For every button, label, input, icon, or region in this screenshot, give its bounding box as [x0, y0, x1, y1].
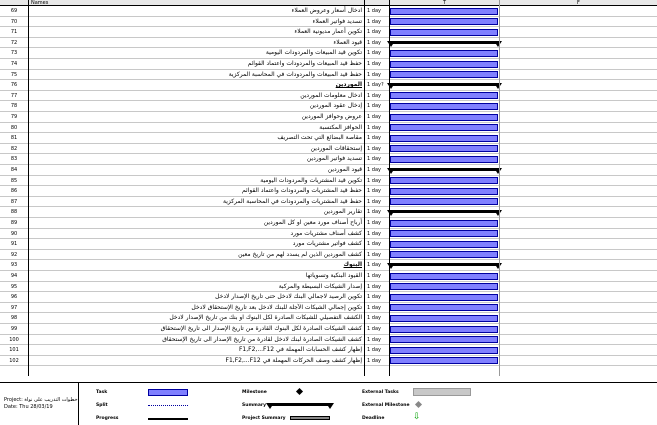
task-duration[interactable]: 1 day — [367, 230, 381, 237]
task-row[interactable] — [0, 356, 657, 367]
task-duration[interactable]: 1 day — [367, 262, 381, 269]
task-duration[interactable]: 1 day — [367, 29, 381, 36]
task-row[interactable] — [0, 292, 657, 303]
task-bar[interactable] — [390, 114, 498, 121]
task-row[interactable] — [0, 335, 657, 346]
grid-divider-duration — [389, 0, 390, 376]
task-duration[interactable]: 1 day — [367, 326, 381, 332]
task-name[interactable]: حفظ قيد المشتريات والمردودات في المحاسبة المركزية — [223, 197, 362, 205]
summary-bar[interactable] — [390, 210, 499, 213]
task-name[interactable]: الموردين — [335, 81, 362, 89]
task-id: 97 — [10, 304, 18, 311]
task-name[interactable]: الحوافز المكتسبة — [319, 123, 362, 131]
task-row[interactable] — [0, 112, 657, 123]
task-bar[interactable] — [390, 273, 498, 280]
task-id: 89 — [10, 220, 18, 226]
task-duration[interactable]: 1 day — [367, 241, 381, 248]
task-name[interactable]: قيود العملاء — [333, 38, 362, 46]
task-duration[interactable]: 1 day — [367, 18, 381, 25]
task-duration[interactable]: 1 day — [367, 103, 381, 110]
task-row[interactable] — [0, 260, 657, 271]
task-duration[interactable]: 1 day — [367, 156, 381, 163]
task-id: 76 — [10, 82, 18, 89]
task-name[interactable]: إستحقاقات الموردين — [310, 144, 362, 152]
project-name: Project: خطوات التدريب على نواة — [4, 397, 78, 403]
task-id: 71 — [10, 29, 18, 36]
summary-cap-right — [494, 168, 502, 174]
task-row[interactable] — [0, 165, 657, 176]
task-duration[interactable]: 1 day — [367, 167, 381, 173]
task-bar[interactable] — [390, 124, 498, 131]
task-bar[interactable] — [390, 50, 498, 57]
task-duration[interactable]: 1 day — [367, 347, 381, 354]
summary-bar[interactable] — [390, 83, 499, 86]
task-id: 69 — [10, 8, 18, 14]
task-row[interactable] — [0, 70, 657, 81]
task-duration[interactable]: 1 day — [367, 8, 381, 14]
task-duration[interactable]: 1 day? — [367, 82, 384, 89]
task-duration[interactable]: 1 day — [367, 283, 381, 290]
task-id: 94 — [10, 273, 18, 279]
task-row[interactable] — [0, 17, 657, 28]
task-bar[interactable] — [390, 198, 498, 205]
task-bar[interactable] — [390, 347, 498, 354]
task-name[interactable]: تكوين قيد المشتريات والمردودات اليومية — [260, 176, 362, 184]
task-id: 88 — [10, 209, 18, 216]
task-row[interactable] — [0, 101, 657, 112]
legend-external-task-bar — [413, 388, 471, 396]
task-name[interactable]: ادخال أسعار وعروض العملاء — [291, 7, 362, 14]
external-milestone-icon — [415, 401, 422, 408]
grid-divider-name — [364, 0, 365, 376]
legend-external-milestone-label: External Milestone — [362, 403, 410, 408]
task-id: 92 — [10, 251, 18, 258]
task-row[interactable] — [0, 197, 657, 208]
task-duration[interactable]: 1 day — [367, 145, 381, 152]
task-duration[interactable]: 1 day — [367, 135, 381, 142]
legend-project-summary-bar — [290, 416, 330, 420]
task-row[interactable] — [0, 133, 657, 144]
task-duration[interactable]: 1 day — [367, 336, 381, 343]
legend-split-line — [148, 405, 188, 406]
task-bar[interactable] — [390, 315, 498, 322]
task-bar[interactable] — [390, 103, 498, 110]
task-id: 79 — [10, 114, 18, 120]
legend-summary-label: Summary — [242, 403, 267, 408]
task-name[interactable]: كشف أصناف مشتريات مورد — [290, 229, 362, 237]
task-row[interactable] — [0, 80, 657, 91]
task-bar[interactable] — [390, 230, 498, 237]
task-id: 82 — [10, 145, 18, 152]
task-duration[interactable]: 1 day — [367, 209, 381, 216]
legend-summary-cap-left — [266, 403, 274, 409]
task-row[interactable] — [0, 282, 657, 293]
task-duration[interactable]: 1 day — [367, 177, 381, 184]
task-duration[interactable]: 1 day — [367, 251, 381, 258]
task-bar[interactable] — [390, 283, 498, 290]
grid-divider-id — [28, 0, 29, 376]
summary-cap-right — [494, 210, 502, 216]
legend-progress-bar — [148, 418, 188, 420]
task-name[interactable]: البنوك — [343, 261, 362, 269]
task-name[interactable]: إدخال عقود الموردين — [309, 102, 362, 110]
task-row[interactable] — [0, 176, 657, 187]
task-row[interactable] — [0, 123, 657, 134]
task-bar[interactable] — [390, 177, 498, 184]
task-id: 101 — [9, 347, 19, 354]
task-name[interactable]: إصدار الشيكات البسيطة والمركبة — [278, 282, 362, 290]
task-row[interactable] — [0, 218, 657, 229]
task-id: 86 — [10, 188, 18, 195]
task-bar[interactable] — [390, 326, 498, 333]
task-row[interactable] — [0, 38, 657, 49]
legend-task-label: Task — [96, 390, 108, 395]
task-id: 90 — [10, 230, 18, 237]
task-id: 84 — [10, 167, 18, 173]
task-name[interactable]: أرباح أصناف مورد معين او كل الموردين — [263, 219, 362, 226]
summary-cap-right — [494, 41, 502, 47]
task-name[interactable]: مقاصة البضائع التي تحت التصريف — [277, 134, 362, 142]
task-row[interactable] — [0, 207, 657, 218]
timescale-day-f: F — [577, 0, 580, 6]
task-id: 70 — [10, 18, 18, 25]
task-duration[interactable]: 1 day — [367, 273, 381, 279]
task-duration[interactable]: 1 day — [367, 315, 381, 322]
task-id: 96 — [10, 294, 18, 301]
task-id: 74 — [10, 61, 18, 67]
task-bar[interactable] — [390, 8, 498, 15]
summary-cap-right — [494, 263, 502, 269]
task-name[interactable]: كشف الموردين الذين لم يسدد لهم من تاريخ معين — [238, 250, 362, 258]
legend-deadline-label: Deadline — [362, 416, 385, 421]
task-bar[interactable] — [390, 304, 498, 311]
task-name[interactable]: عروض وحوافز الموردين — [301, 113, 362, 120]
task-name[interactable]: تقارير الموردين — [323, 208, 362, 216]
task-duration[interactable]: 1 day — [367, 188, 381, 195]
legend-summary-bar — [270, 403, 330, 406]
task-id: 95 — [10, 283, 18, 290]
legend-milestone-label: Milestone — [242, 390, 267, 395]
task-row[interactable] — [0, 313, 657, 324]
summary-cap-right — [494, 83, 502, 89]
task-row[interactable] — [0, 186, 657, 197]
task-duration[interactable]: 1 day — [367, 71, 381, 78]
task-row[interactable] — [0, 250, 657, 261]
summary-bar[interactable] — [390, 263, 499, 266]
task-bar[interactable] — [390, 336, 498, 343]
task-id: 102 — [9, 357, 19, 364]
task-id: 99 — [10, 326, 18, 332]
task-name[interactable]: كشف فواتير مشتريات مورد — [292, 240, 362, 248]
task-duration[interactable]: 1 day — [367, 357, 381, 364]
legend-external-tasks-label: External Tasks — [362, 390, 399, 395]
task-name[interactable]: إظهار كشف وصف الحركات المهملة في F1,F2,...F12 — [225, 356, 362, 364]
task-duration[interactable]: 1 day — [367, 304, 381, 311]
legend — [0, 382, 657, 425]
task-bar[interactable] — [390, 71, 498, 78]
task-name[interactable]: ادخال معلومات الموردين — [300, 91, 362, 99]
task-id: 78 — [10, 103, 18, 110]
task-row[interactable] — [0, 91, 657, 102]
task-row[interactable] — [0, 303, 657, 314]
task-id: 83 — [10, 156, 18, 163]
task-bar[interactable] — [390, 92, 498, 99]
task-id: 85 — [10, 177, 18, 184]
task-row[interactable] — [0, 48, 657, 59]
task-bar[interactable] — [390, 251, 498, 258]
task-bar[interactable] — [390, 145, 498, 152]
task-name[interactable]: تكوين أعمار مديونية العملاء — [294, 28, 362, 36]
milestone-icon — [296, 388, 303, 395]
task-row[interactable] — [0, 154, 657, 165]
task-id: 77 — [10, 92, 18, 99]
task-name[interactable]: الكشف التفصيلي للشيكات الصادرة لكل البنوك او بنك من تاريخ الإصدار لادخل — [169, 314, 362, 322]
summary-bar[interactable] — [390, 41, 499, 44]
task-name[interactable]: حفظ قيد المبيعات والمردودات في المحاسبة المركزية — [228, 70, 362, 78]
task-id: 73 — [10, 50, 18, 57]
task-row[interactable] — [0, 27, 657, 38]
legend-progress-label: Progress — [96, 416, 119, 421]
task-name[interactable]: قيود الموردين — [327, 166, 362, 173]
task-bar[interactable] — [390, 294, 498, 301]
task-duration[interactable]: 1 day — [367, 198, 381, 205]
task-bar[interactable] — [390, 188, 498, 195]
task-id: 91 — [10, 241, 18, 248]
task-duration[interactable]: 1 day — [367, 39, 381, 46]
project-date: Date: Thu 28/03/19 — [4, 404, 53, 410]
task-name[interactable]: إظهار كشف الحسابات المهملة في F1,F2,...F12 — [238, 346, 362, 354]
task-bar[interactable] — [390, 220, 498, 227]
task-name[interactable]: تكوين الرصيد لاجمالي البنك لادخل حتى تاريخ الإصدار لادخل — [215, 293, 362, 301]
task-bar[interactable] — [390, 156, 498, 163]
task-bar[interactable] — [390, 61, 498, 68]
task-id: 98 — [10, 315, 18, 322]
task-name[interactable]: القيود البنكية وتسوياتها — [305, 272, 362, 279]
task-duration[interactable]: 1 day — [367, 50, 381, 57]
task-row[interactable] — [0, 239, 657, 250]
task-id: 87 — [10, 198, 18, 205]
task-bar[interactable] — [390, 241, 498, 248]
task-row[interactable] — [0, 144, 657, 155]
grid-divider-timescale — [499, 0, 500, 376]
task-duration[interactable]: 1 day — [367, 124, 381, 131]
summary-bar[interactable] — [390, 168, 499, 171]
legend-task-bar — [148, 389, 188, 396]
task-name[interactable]: تكوين قيد المبيعات والمردودات اليومية — [265, 49, 362, 57]
legend-summary-cap-right — [326, 403, 334, 409]
task-name[interactable]: حفظ قيد المشتريات والمردودات واعتماد القوائم — [242, 187, 362, 195]
legend-split-label: Split — [96, 403, 108, 408]
task-id: 81 — [10, 135, 18, 142]
task-row[interactable] — [0, 271, 657, 282]
task-bar[interactable] — [390, 18, 498, 25]
task-name[interactable]: تكوين إجمالي الشيكات الآجلة للبنك لادخل بعد تاريخ الإستحقاق لادخل — [191, 303, 362, 311]
task-id: 75 — [10, 71, 18, 78]
task-name[interactable]: كشف الشيكات الصادرة لبنك لادخل لقادرة من تاريخ الإصدار الى تاريخ الإستحقاق — [162, 335, 362, 343]
timescale-day-t: T — [442, 0, 447, 6]
task-id: 100 — [9, 336, 19, 343]
task-row[interactable] — [0, 345, 657, 356]
task-row[interactable] — [0, 324, 657, 335]
task-duration[interactable]: 1 day — [367, 294, 381, 301]
task-row[interactable] — [0, 6, 657, 17]
task-name[interactable]: حفظ قيد المبيعات والمردودات واعتماد القوائم — [247, 60, 362, 67]
deadline-arrow-icon: ⇩ — [413, 412, 421, 422]
task-id: 93 — [10, 262, 18, 269]
task-row[interactable] — [0, 59, 657, 70]
task-bar[interactable] — [390, 357, 498, 364]
task-id: 72 — [10, 39, 18, 46]
task-duration[interactable]: 1 day — [367, 220, 381, 226]
task-name[interactable]: تسديد فواتير العملاء — [312, 17, 362, 25]
task-duration[interactable]: 1 day — [367, 92, 381, 99]
task-id: 80 — [10, 124, 18, 131]
task-name[interactable]: تسديد فواتير الموردين — [306, 155, 362, 163]
task-duration[interactable]: 1 day — [367, 61, 381, 67]
task-name[interactable]: كشف الشيكات الصادرة لكل البنوك القادرة من تاريخ الإصدار الى تاريخ الإستحقاق — [160, 325, 362, 332]
task-duration[interactable]: 1 day — [367, 114, 381, 120]
task-bar[interactable] — [390, 135, 498, 142]
task-row[interactable] — [0, 229, 657, 240]
legend-project-summary-label: Project Summary — [242, 416, 286, 421]
names-header-label: Names — [31, 0, 49, 6]
task-bar[interactable] — [390, 29, 498, 36]
